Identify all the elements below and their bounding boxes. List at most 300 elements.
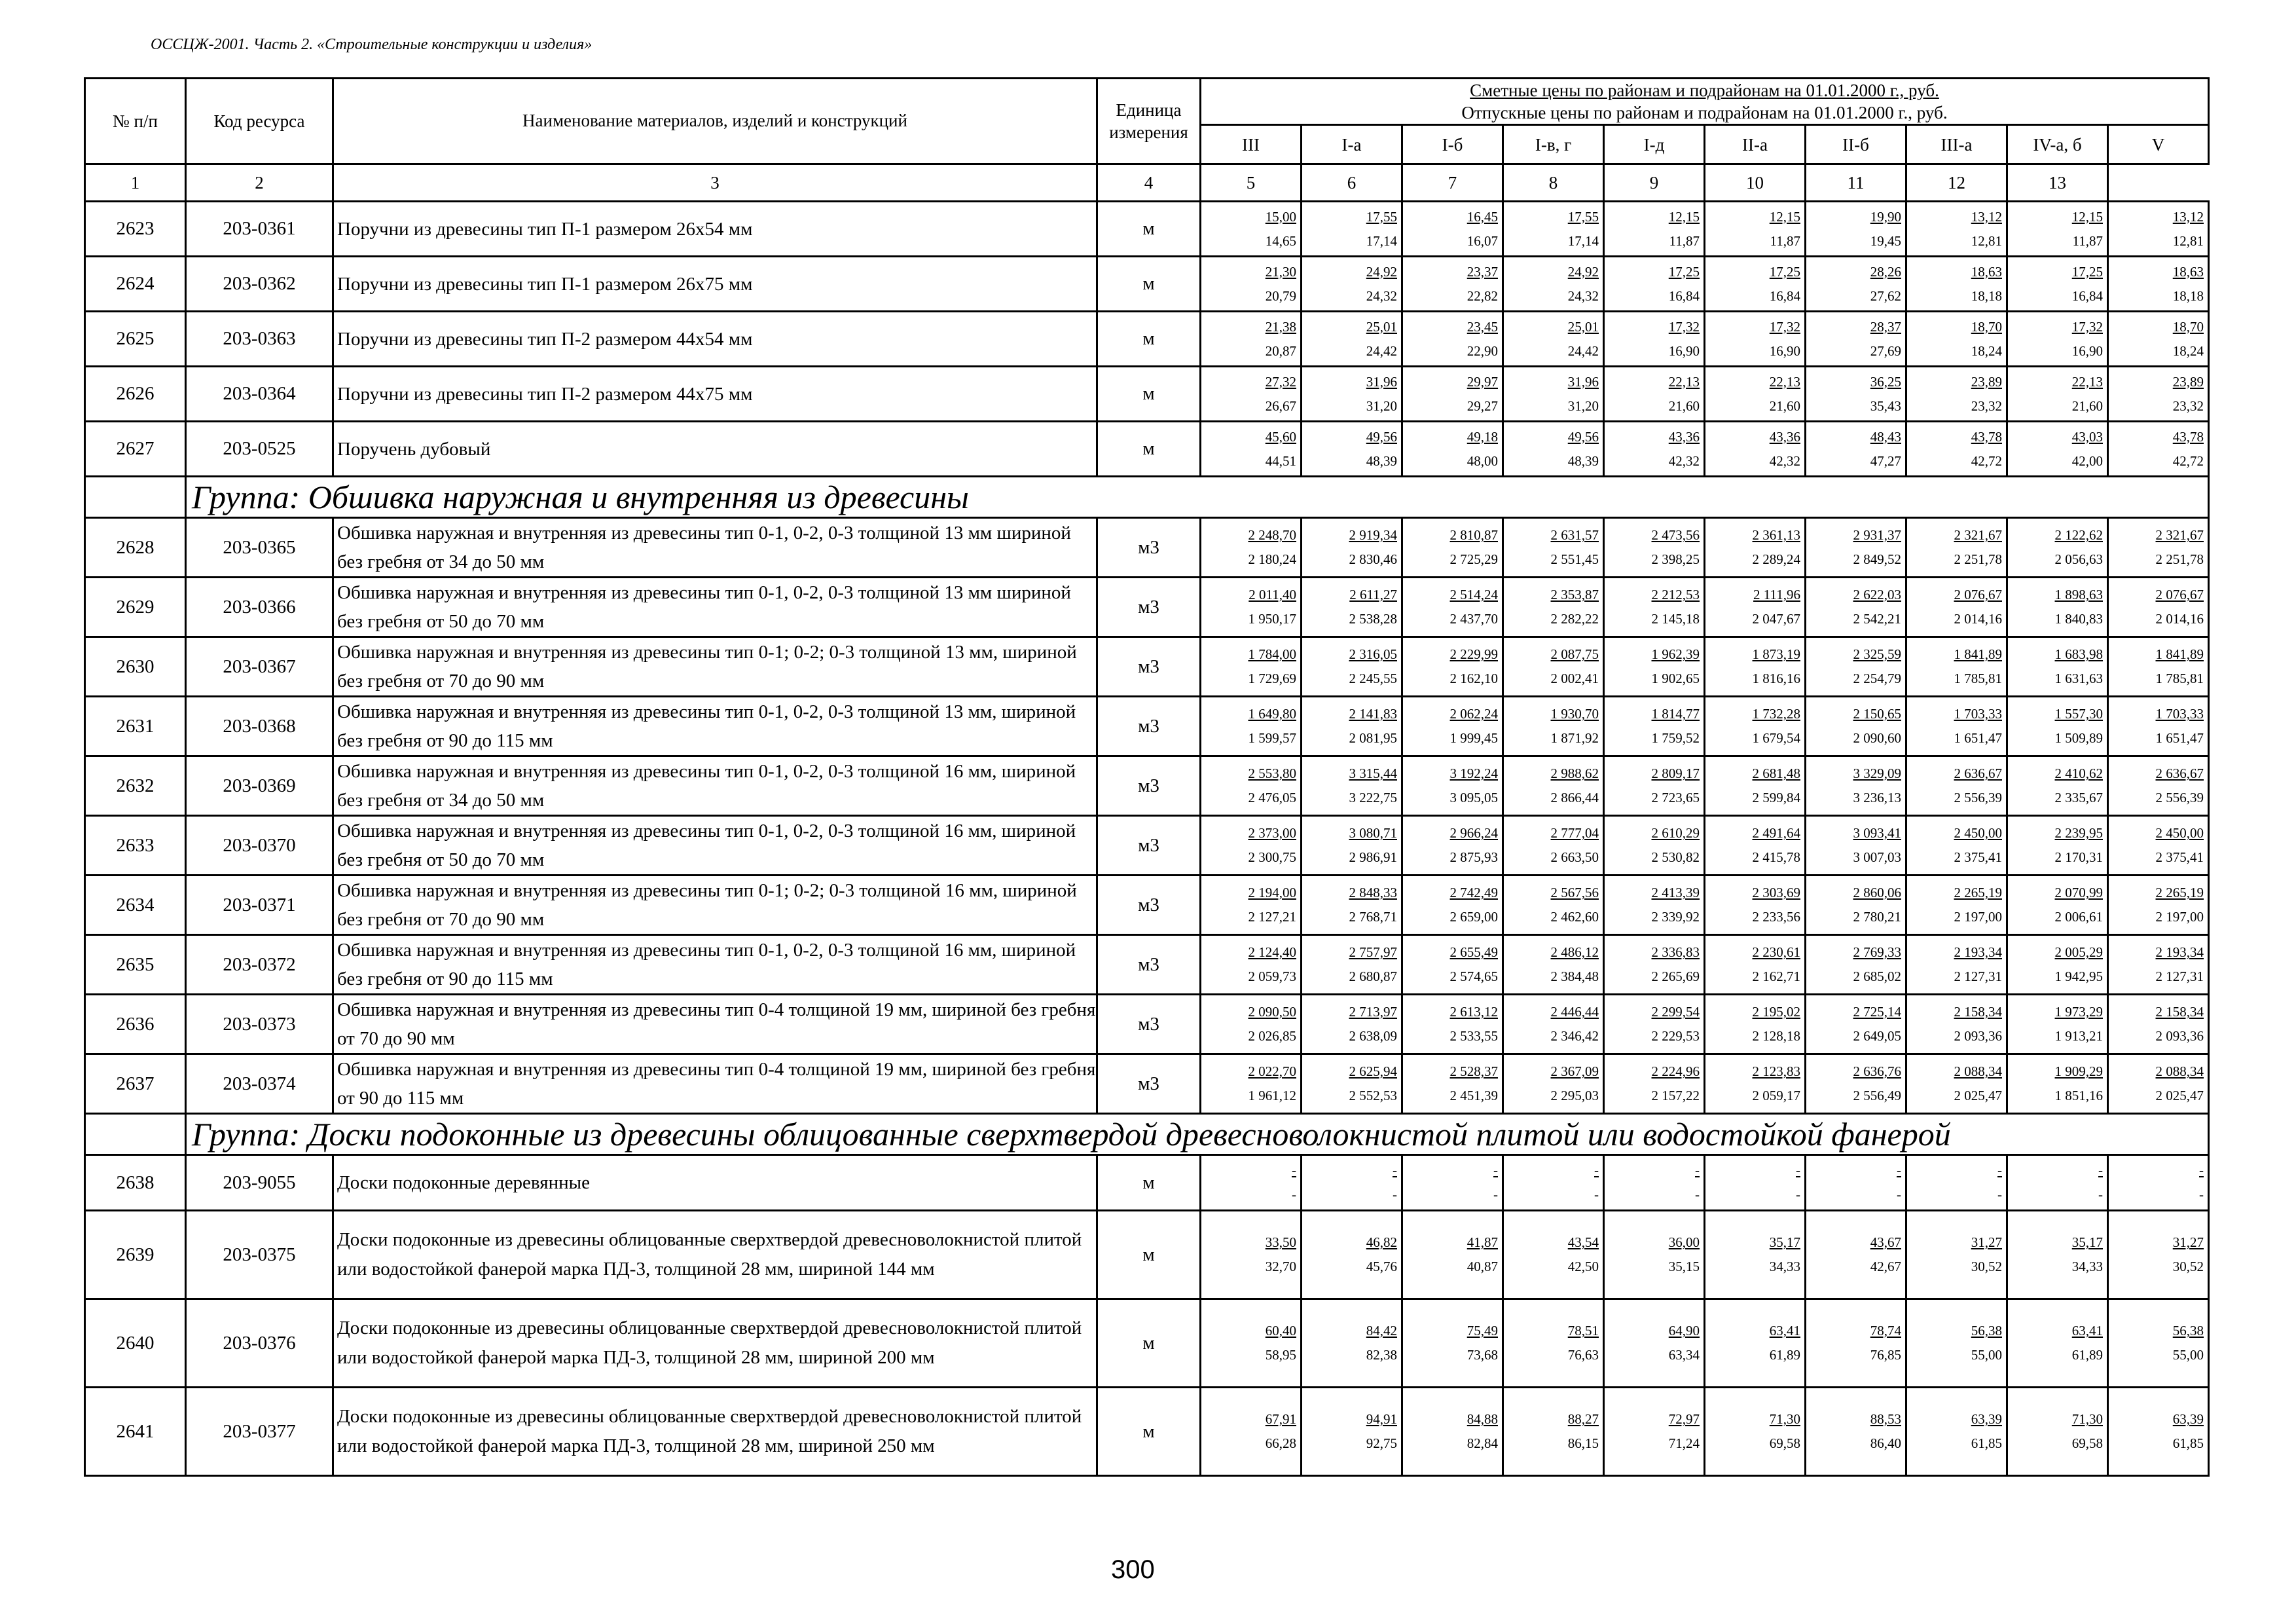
estimate-price: 2 610,29 <box>1651 825 1700 841</box>
release-price: 2 415,78 <box>1752 849 1800 865</box>
row-number: 2628 <box>85 518 186 578</box>
release-price: 1 729,69 <box>1248 671 1296 686</box>
table-row <box>85 637 2209 697</box>
price-cell <box>1705 935 1806 995</box>
release-price: 29,27 <box>1467 397 1498 414</box>
price-cell <box>1402 422 1503 477</box>
item-name: Доски подоконные из древесины облицованные сверхтвердой древесноволокнистой плитой или водостойкой фанерой марка ПД-3, толщиной 28 мм, шириной 144 мм <box>333 1211 1097 1299</box>
estimate-price: 2 413,39 <box>1651 885 1700 900</box>
release-price: 1 599,57 <box>1248 730 1296 746</box>
price-cell <box>1302 637 1402 697</box>
release-price: 16,90 <box>1668 342 1700 359</box>
estimate-price: 24,92 <box>1567 263 1599 280</box>
price-cell <box>2108 367 2209 422</box>
estimate-price: 2 681,48 <box>1752 766 1800 781</box>
price-cell <box>1503 367 1604 422</box>
release-price: 82,84 <box>1467 1435 1498 1451</box>
column-index: 3 <box>333 164 1097 202</box>
price-cell <box>1201 1155 1302 1211</box>
release-price: - <box>1594 1187 1599 1202</box>
estimate-price: 2 224,96 <box>1651 1063 1700 1079</box>
price-table <box>84 77 2210 1477</box>
price-cell <box>1806 518 1906 578</box>
release-price: 42,72 <box>1971 452 2002 469</box>
price-cell <box>1402 935 1503 995</box>
estimate-price: 1 962,39 <box>1651 646 1700 662</box>
release-price: 2 542,21 <box>1853 611 1901 627</box>
region-header: II-б <box>1806 125 1906 164</box>
estimate-price: 2 353,87 <box>1550 587 1599 602</box>
estimate-price: 29,97 <box>1467 373 1498 390</box>
unit-of-measure: м3 <box>1097 637 1201 697</box>
price-cell <box>1201 1054 1302 1114</box>
estimate-price: 2 076,67 <box>1954 587 2002 602</box>
item-name: Обшивка наружная и внутренняя из древесины тип 0-1; 0-2; 0-3 толщиной 16 мм, шириной без гребня от 70 до 90 мм <box>333 876 1097 935</box>
price-cell <box>1604 816 1705 876</box>
price-cell <box>1402 202 1503 257</box>
resource-code: 203-0362 <box>186 257 333 312</box>
price-cell <box>1806 1211 1906 1299</box>
price-cell <box>1503 518 1604 578</box>
price-cell <box>2007 935 2108 995</box>
release-price: 23,32 <box>2172 397 2204 414</box>
price-cell <box>1402 1299 1503 1388</box>
estimate-price: 2 410,62 <box>2054 766 2103 781</box>
release-price: 16,07 <box>1467 232 1498 249</box>
price-cell <box>1302 697 1402 756</box>
price-cell <box>1906 312 2007 367</box>
table-row <box>85 1299 2209 1388</box>
estimate-price: 1 841,89 <box>1954 646 2002 662</box>
release-price: 42,50 <box>1567 1259 1599 1274</box>
estimate-price: 21,30 <box>1265 263 1296 280</box>
release-price: 2 025,47 <box>1954 1088 2002 1103</box>
price-cell <box>1402 578 1503 637</box>
release-price: 2 551,45 <box>1550 551 1599 567</box>
price-cell <box>1402 518 1503 578</box>
price-cell <box>1705 697 1806 756</box>
region-header: I-б <box>1402 125 1503 164</box>
price-cell <box>1604 1155 1705 1211</box>
release-price: 2 875,93 <box>1449 849 1498 865</box>
release-price: 1 631,63 <box>2054 671 2103 686</box>
estimate-price: 1 909,29 <box>2054 1063 2103 1079</box>
estimate-price: - <box>2098 1162 2103 1178</box>
price-cell <box>2007 1054 2108 1114</box>
row-number: 2631 <box>85 697 186 756</box>
release-price: 2 265,69 <box>1651 969 1700 984</box>
price-cell <box>1806 257 1906 312</box>
release-price: 63,34 <box>1668 1347 1700 1363</box>
row-number: 2641 <box>85 1388 186 1476</box>
estimate-price: 1 814,77 <box>1651 706 1700 722</box>
row-number: 2632 <box>85 756 186 816</box>
estimate-price: 1 557,30 <box>2054 706 2103 722</box>
price-cell <box>2108 1054 2209 1114</box>
unit-of-measure: м3 <box>1097 876 1201 935</box>
estimate-price: 78,51 <box>1567 1323 1599 1338</box>
price-cell <box>1705 422 1806 477</box>
estimate-price: 2 321,67 <box>1954 527 2002 543</box>
release-price: 2 233,56 <box>1752 909 1800 925</box>
release-price: 2 162,10 <box>1449 671 1498 686</box>
price-cell <box>2108 257 2209 312</box>
release-price: 86,15 <box>1567 1435 1599 1451</box>
release-price: 61,89 <box>1769 1347 1800 1363</box>
release-price: 16,90 <box>1769 342 1800 359</box>
release-price: 18,18 <box>2172 287 2204 304</box>
release-price: 42,72 <box>2172 452 2204 469</box>
estimate-price: 2 195,02 <box>1752 1004 1800 1020</box>
estimate-price: 60,40 <box>1265 1323 1296 1338</box>
price-header-estimate: Сметные цены по районам и подрайонам на 01.01.2000 г., руб. <box>1470 81 1939 100</box>
release-price: 2 014,16 <box>1954 611 2002 627</box>
group-spacer <box>85 477 186 518</box>
row-number: 2627 <box>85 422 186 477</box>
estimate-price: 13,12 <box>1971 208 2002 225</box>
release-price: 2 685,02 <box>1853 969 1901 984</box>
release-price: 1 851,16 <box>2054 1088 2103 1103</box>
release-price: 2 663,50 <box>1550 849 1599 865</box>
estimate-price: 2 194,00 <box>1248 885 1296 900</box>
price-cell <box>1201 202 1302 257</box>
column-index: 4 <box>1097 164 1201 202</box>
unit-of-measure: м <box>1097 1299 1201 1388</box>
estimate-price: 17,25 <box>1668 263 1700 280</box>
price-cell <box>1604 312 1705 367</box>
estimate-price: 18,70 <box>1971 318 2002 335</box>
release-price: 20,87 <box>1265 342 1296 359</box>
price-cell <box>1402 1054 1503 1114</box>
release-price: 2 725,29 <box>1449 551 1498 567</box>
release-price: 1 902,65 <box>1651 671 1700 686</box>
price-cell <box>1906 1211 2007 1299</box>
price-cell <box>1201 422 1302 477</box>
price-cell <box>1705 257 1806 312</box>
release-price: 92,75 <box>1366 1435 1397 1451</box>
release-price: 17,14 <box>1366 232 1397 249</box>
price-cell <box>1806 422 1906 477</box>
item-name: Доски подоконные из древесины облицованные сверхтвердой древесноволокнистой плитой или водостойкой фанерой марка ПД-3, толщиной 28 мм, шириной 200 мм <box>333 1299 1097 1388</box>
price-cell <box>1906 422 2007 477</box>
row-number: 2638 <box>85 1155 186 1211</box>
item-name: Обшивка наружная и внутренняя из древесины тип 0-1, 0-2, 0-3 толщиной 13 мм, шириной без гребня от 90 до 115 мм <box>333 697 1097 756</box>
estimate-price: 35,17 <box>2071 1234 2103 1250</box>
estimate-price: 1 930,70 <box>1550 706 1599 722</box>
table-row <box>85 1211 2209 1299</box>
release-price: 11,87 <box>2072 232 2103 249</box>
release-price: 35,15 <box>1668 1259 1700 1274</box>
item-name: Обшивка наружная и внутренняя из древесины тип 0-4 толщиной 19 мм, шириной без гребня от 70 до 90 мм <box>333 995 1097 1054</box>
resource-code: 203-0375 <box>186 1211 333 1299</box>
price-cell <box>1806 756 1906 816</box>
price-cell <box>2108 697 2209 756</box>
estimate-price: 2 373,00 <box>1248 825 1296 841</box>
estimate-price: 12,15 <box>2071 208 2103 225</box>
release-price: 3 222,75 <box>1349 790 1397 805</box>
price-cell <box>1906 1054 2007 1114</box>
region-header: V <box>2108 125 2209 164</box>
resource-code: 203-0367 <box>186 637 333 697</box>
release-price: 2 830,46 <box>1349 551 1397 567</box>
estimate-price: 17,32 <box>1769 318 1800 335</box>
estimate-price: 2 491,64 <box>1752 825 1800 841</box>
estimate-price: 71,30 <box>1769 1411 1800 1427</box>
unit-of-measure: м <box>1097 422 1201 477</box>
estimate-price: 23,89 <box>1971 373 2002 390</box>
estimate-price: 1 732,28 <box>1752 706 1800 722</box>
unit-of-measure: м3 <box>1097 578 1201 637</box>
col-header-unit: Единица измерения <box>1097 79 1201 164</box>
estimate-price: 67,91 <box>1265 1411 1296 1427</box>
estimate-price: 2 725,14 <box>1853 1004 1901 1020</box>
release-price: 32,70 <box>1265 1259 1296 1274</box>
price-cell <box>1604 257 1705 312</box>
row-number: 2639 <box>85 1211 186 1299</box>
price-cell <box>1604 367 1705 422</box>
price-cell <box>1503 257 1604 312</box>
estimate-price: 2 265,19 <box>1954 885 2002 900</box>
release-price: 45,76 <box>1366 1259 1397 1274</box>
release-price: 2 251,78 <box>1954 551 2002 567</box>
column-index: 9 <box>1604 164 1705 202</box>
region-header: III <box>1201 125 1302 164</box>
col-header-name: Наименование материалов, изделий и конструкций <box>333 79 1097 164</box>
price-cell <box>1302 367 1402 422</box>
estimate-price: 2 299,54 <box>1651 1004 1700 1020</box>
estimate-price: - <box>1796 1162 1800 1178</box>
price-cell <box>1604 697 1705 756</box>
row-number: 2634 <box>85 876 186 935</box>
release-price: 2 157,22 <box>1651 1088 1700 1103</box>
estimate-price: 18,70 <box>2172 318 2204 335</box>
release-price: 1 942,95 <box>2054 969 2103 984</box>
price-cell <box>1806 876 1906 935</box>
estimate-price: 1 683,98 <box>2054 646 2103 662</box>
release-price: - <box>1997 1187 2002 1202</box>
unit-of-measure: м3 <box>1097 995 1201 1054</box>
estimate-price: 27,32 <box>1265 373 1296 390</box>
estimate-price: 2 193,34 <box>1954 944 2002 960</box>
release-price: 12,81 <box>1971 232 2002 249</box>
release-price: 48,00 <box>1467 452 1498 469</box>
release-price: 17,14 <box>1567 232 1599 249</box>
price-cell <box>1806 367 1906 422</box>
release-price: 2 145,18 <box>1651 611 1700 627</box>
estimate-price: 2 553,80 <box>1248 766 1296 781</box>
column-index: 5 <box>1201 164 1302 202</box>
estimate-price: 2 713,97 <box>1349 1004 1397 1020</box>
price-cell <box>2007 367 2108 422</box>
resource-code: 203-0372 <box>186 935 333 995</box>
price-cell <box>2007 816 2108 876</box>
estimate-price: 71,30 <box>2071 1411 2103 1427</box>
table-row <box>85 935 2209 995</box>
price-cell <box>2108 1211 2209 1299</box>
price-cell <box>1402 637 1503 697</box>
release-price: 1 759,52 <box>1651 730 1700 746</box>
estimate-price: 2 230,61 <box>1752 944 1800 960</box>
price-cell <box>1302 935 1402 995</box>
price-cell <box>1806 312 1906 367</box>
estimate-price: 31,96 <box>1366 373 1397 390</box>
estimate-price: 2 265,19 <box>2155 885 2204 900</box>
header-row-top <box>85 79 2209 125</box>
estimate-price: 78,74 <box>1870 1323 1901 1338</box>
estimate-price: 72,97 <box>1668 1411 1700 1427</box>
estimate-price: 2 931,37 <box>1853 527 1901 543</box>
price-cell <box>2108 816 2209 876</box>
region-header: I-д <box>1604 125 1705 164</box>
release-price: 2 093,36 <box>1954 1028 2002 1044</box>
region-header: I-а <box>1302 125 1402 164</box>
release-price: 14,65 <box>1265 232 1296 249</box>
column-index: 12 <box>1906 164 2007 202</box>
estimate-price: 2 777,04 <box>1550 825 1599 841</box>
price-cell <box>1806 1054 1906 1114</box>
resource-code: 203-0377 <box>186 1388 333 1476</box>
release-price: 21,60 <box>1668 397 1700 414</box>
estimate-price: 1 703,33 <box>1954 706 2002 722</box>
item-name: Обшивка наружная и внутренняя из древесины тип 0-1, 0-2, 0-3 толщиной 13 мм шириной без гребня от 34 до 50 мм <box>333 518 1097 578</box>
price-cell <box>1806 816 1906 876</box>
release-price: 82,38 <box>1366 1347 1397 1363</box>
estimate-price: 35,17 <box>1769 1234 1800 1250</box>
price-cell <box>1806 578 1906 637</box>
price-cell <box>1201 578 1302 637</box>
release-price: 1 785,81 <box>2155 671 2204 686</box>
unit-of-measure: м <box>1097 1155 1201 1211</box>
release-price: 76,85 <box>1870 1347 1901 1363</box>
release-price: 2 437,70 <box>1449 611 1498 627</box>
estimate-price: 2 919,34 <box>1349 527 1397 543</box>
price-cell <box>1302 876 1402 935</box>
row-number: 2633 <box>85 816 186 876</box>
release-price: 24,42 <box>1366 342 1397 359</box>
item-name: Обшивка наружная и внутренняя из древесины тип 0-1, 0-2, 0-3 толщиной 13 мм шириной без гребня от 50 до 70 мм <box>333 578 1097 637</box>
estimate-price: 28,26 <box>1870 263 1901 280</box>
price-cell <box>1503 1299 1604 1388</box>
estimate-price: 43,67 <box>1870 1234 1901 1250</box>
price-cell <box>1604 422 1705 477</box>
estimate-price: 2 611,27 <box>1349 587 1397 602</box>
release-price: 69,58 <box>2071 1435 2103 1451</box>
estimate-price: 56,38 <box>2172 1323 2204 1338</box>
item-name: Обшивка наружная и внутренняя из древесины тип 0-1, 0-2, 0-3 толщиной 16 мм, шириной без гребня от 34 до 50 мм <box>333 756 1097 816</box>
estimate-price: 2 193,34 <box>2155 944 2204 960</box>
release-price: 55,00 <box>2172 1347 2204 1363</box>
price-cell <box>2007 995 2108 1054</box>
region-header: IV-а, б <box>2007 125 2108 164</box>
estimate-price: 19,90 <box>1870 208 1901 225</box>
price-cell <box>2108 637 2209 697</box>
release-price: 2 170,31 <box>2054 849 2103 865</box>
estimate-price: 2 229,99 <box>1449 646 1498 662</box>
estimate-price: 18,63 <box>1971 263 2002 280</box>
release-price: 2 530,82 <box>1651 849 1700 865</box>
estimate-price: 43,03 <box>2071 428 2103 445</box>
price-cell <box>1302 995 1402 1054</box>
estimate-price: 33,50 <box>1265 1234 1296 1250</box>
estimate-price: 43,36 <box>1769 428 1800 445</box>
estimate-price: 1 873,19 <box>1752 646 1800 662</box>
release-price: 2 295,03 <box>1550 1088 1599 1103</box>
document-header: ОССЦЖ-2001. Часть 2. «Строительные конструкции и изделия» <box>151 36 592 53</box>
estimate-price: 2 450,00 <box>1954 825 2002 841</box>
release-price: 2 339,92 <box>1651 909 1700 925</box>
release-price: 18,18 <box>1971 287 2002 304</box>
price-cell <box>1906 995 2007 1054</box>
price-cell <box>1906 697 2007 756</box>
row-number: 2626 <box>85 367 186 422</box>
release-price: 61,85 <box>2172 1435 2204 1451</box>
col-header-code: Код ресурса <box>186 79 333 164</box>
release-price: 2 659,00 <box>1449 909 1498 925</box>
row-number: 2624 <box>85 257 186 312</box>
release-price: 2 093,36 <box>2155 1028 2204 1044</box>
estimate-price: 23,45 <box>1467 318 1498 335</box>
release-price: 2 059,17 <box>1752 1088 1800 1103</box>
release-price: 2 451,39 <box>1449 1088 1498 1103</box>
resource-code: 203-0363 <box>186 312 333 367</box>
price-cell <box>1503 1211 1604 1299</box>
price-cell <box>1201 1388 1302 1476</box>
price-cell <box>1402 995 1503 1054</box>
price-cell <box>1906 257 2007 312</box>
price-cell <box>1705 876 1806 935</box>
row-number: 2629 <box>85 578 186 637</box>
release-price: 1 840,83 <box>2054 611 2103 627</box>
price-cell <box>1302 422 1402 477</box>
release-price: - <box>1796 1187 1800 1202</box>
release-price: 27,69 <box>1870 342 1901 359</box>
item-name: Поручни из древесины тип П-2 размером 44х54 мм <box>333 312 1097 367</box>
estimate-price: 12,15 <box>1668 208 1700 225</box>
estimate-price: 21,38 <box>1265 318 1296 335</box>
release-price: 1 785,81 <box>1954 671 2002 686</box>
price-cell <box>1402 756 1503 816</box>
price-cell <box>1201 697 1302 756</box>
estimate-price: 12,15 <box>1769 208 1800 225</box>
price-cell <box>1201 1299 1302 1388</box>
release-price: 2 398,25 <box>1651 551 1700 567</box>
price-cell <box>1201 935 1302 995</box>
release-price: 2 026,85 <box>1248 1028 1296 1044</box>
estimate-price: 2 336,83 <box>1651 944 1700 960</box>
estimate-price: 2 966,24 <box>1449 825 1498 841</box>
release-price: 23,32 <box>1971 397 2002 414</box>
table-row <box>85 202 2209 257</box>
estimate-price: 2 076,67 <box>2155 587 2204 602</box>
release-price: 2 649,05 <box>1853 1028 1901 1044</box>
group-title: Группа: Обшивка наружная и внутренняя из древесины <box>186 477 2209 518</box>
price-cell <box>1604 518 1705 578</box>
release-price: 73,68 <box>1467 1347 1498 1363</box>
release-price: 2 197,00 <box>1954 909 2002 925</box>
release-price: 3 007,03 <box>1853 849 1901 865</box>
estimate-price: 13,12 <box>2172 208 2204 225</box>
price-cell <box>1201 257 1302 312</box>
release-price: 2 251,78 <box>2155 551 2204 567</box>
price-cell <box>1806 1155 1906 1211</box>
release-price: 2 025,47 <box>2155 1088 2204 1103</box>
price-cell <box>1402 816 1503 876</box>
table-row <box>85 697 2209 756</box>
price-cell <box>1604 202 1705 257</box>
release-price: 34,33 <box>1769 1259 1800 1274</box>
resource-code: 203-0368 <box>186 697 333 756</box>
estimate-price: 46,82 <box>1366 1234 1397 1250</box>
